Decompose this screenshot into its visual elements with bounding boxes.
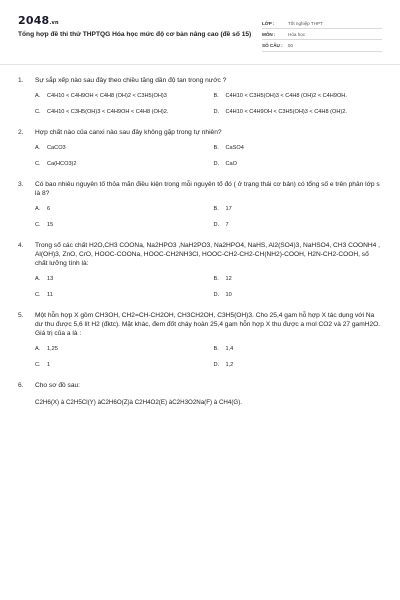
question-number: 2. (18, 128, 24, 136)
reaction-scheme: C2H6(X) à C2H5Cl(Y) àC2H6O(Z)à C2H4O2(E) àC2H3O2Na(F) à CH4(G). (35, 398, 242, 406)
question-4 (18, 241, 382, 300)
option-a[interactable] (35, 145, 204, 153)
option-letter: A. (35, 92, 41, 99)
option-d[interactable] (214, 222, 383, 230)
question-number: 4. (18, 241, 24, 249)
header (18, 14, 382, 52)
question-body (35, 180, 382, 230)
question-text: Cho sơ đồ sau: (35, 381, 81, 389)
option-a[interactable] (35, 346, 204, 354)
question-number: 1. (18, 76, 24, 84)
divider (0, 64, 400, 65)
exam-info (262, 18, 382, 52)
logo-domain: .vn (49, 20, 59, 26)
option-text: 1,4 (225, 345, 234, 352)
option-text: 15 (47, 222, 54, 229)
option-text: 1,25 (47, 345, 58, 352)
option-text: CaCO3 (47, 144, 66, 151)
option-text: CaO (225, 161, 238, 168)
option-letter: C. (35, 222, 41, 229)
question-body (35, 128, 382, 169)
option-letter: B. (213, 345, 219, 352)
answer-options (35, 206, 382, 230)
option-letter: C. (35, 292, 41, 299)
question-5 (18, 311, 382, 370)
answer-options (35, 276, 382, 300)
info-value: 50 (288, 42, 294, 48)
info-label: MÔN : (262, 31, 276, 37)
option-letter: D. (213, 161, 220, 168)
option-letter: B. (213, 205, 219, 212)
answer-options (35, 346, 382, 370)
option-c[interactable] (35, 161, 204, 169)
question-text: Có bao nhiêu nguyên tố thỏa mãn điều kiện trong mỗi nguyên tố đó ( ở trạng thái cơ bản) có tổng số e trên phân lớp s là 8? (35, 180, 380, 197)
option-letter: D. (213, 109, 220, 116)
option-letter: D. (213, 362, 220, 369)
option-letter: C. (35, 362, 41, 369)
question-number: 3. (18, 180, 24, 188)
question-body (35, 311, 382, 370)
question-number: 6. (18, 381, 24, 389)
question-2 (18, 128, 382, 169)
answer-options (35, 93, 382, 117)
option-b[interactable] (214, 145, 383, 153)
question-1 (18, 76, 382, 117)
option-text: C4H10 < C4H9OH < C3H5(OH)3 < C4H8 (OH)2. (225, 109, 347, 116)
option-text: 11 (47, 292, 53, 299)
option-c[interactable] (35, 109, 204, 117)
option-text: C4H10 < C3H5(OH)3 < C4H8 (OH)2 < C4H9OH. (225, 92, 347, 99)
question-number: 5. (18, 311, 24, 319)
option-letter: C. (35, 161, 41, 168)
option-d[interactable] (214, 362, 383, 370)
question-6 (18, 381, 382, 407)
option-letter: A. (35, 205, 41, 212)
option-text: 1 (47, 362, 51, 369)
option-letter: D. (213, 222, 220, 229)
question-3 (18, 180, 382, 230)
option-c[interactable] (35, 362, 204, 370)
option-letter: A. (35, 345, 41, 352)
option-text: C4H10 < C3H5(OH)3 < C4H9OH < C4H8 (OH)2. (47, 109, 169, 116)
option-a[interactable] (35, 206, 204, 214)
info-row-class (262, 18, 382, 29)
question-body (35, 76, 382, 117)
option-text: 10 (225, 292, 232, 299)
info-label: SỐ CÂU : (262, 42, 283, 48)
option-d[interactable] (214, 292, 383, 300)
option-b[interactable] (214, 276, 383, 284)
option-letter: D. (213, 292, 220, 299)
question-body (35, 381, 382, 407)
option-letter: C. (35, 109, 41, 116)
question-text: Trong số các chất H2O,CH3 COONa, Na2HPO3 ,NaH2PO3, Na2HPO4, NaHS, Al2(SO4)3, NaHSO4, CH3 COONH4 , Al(OH)3, ZnO, CrO, HOOC-COONa, HOOC-CH2NH3Cl, HOOC-CH2-CH2-CH(NH2)-COOH, H2N-CH2-COOH, số chất lưỡng tính là: (35, 241, 380, 267)
option-text: CaSO4 (225, 144, 244, 151)
option-letter: A. (35, 275, 41, 282)
option-a[interactable] (35, 276, 204, 284)
option-letter: B. (213, 92, 219, 99)
info-label: LỚP : (262, 20, 275, 26)
info-row-subject (262, 29, 382, 40)
option-letter: B. (213, 144, 219, 151)
option-c[interactable] (35, 292, 204, 300)
answer-options (35, 145, 382, 169)
option-b[interactable] (214, 93, 383, 101)
question-text: Hợp chất nào của canxi nào sau đây không gặp trong tự nhiên? (35, 128, 222, 136)
option-b[interactable] (214, 206, 383, 214)
logo[interactable] (18, 14, 253, 27)
option-text: Ca(HCO3)2 (47, 161, 77, 168)
option-text: 1,2 (225, 362, 234, 369)
option-d[interactable] (214, 109, 383, 117)
info-value: Tốt nghiệp THPT (288, 20, 323, 26)
option-text: 17 (225, 205, 232, 212)
option-b[interactable] (214, 346, 383, 354)
logo-main: 2048 (18, 14, 50, 27)
option-text: C4H10 < C4H9OH < C4H8 (OH)2 < C3H5(OH)3 (47, 92, 167, 99)
info-value: Hóa học (288, 31, 306, 37)
option-d[interactable] (214, 161, 383, 169)
header-left (18, 14, 253, 52)
question-body (35, 241, 382, 300)
option-text: 13 (47, 275, 54, 282)
option-text: 6 (47, 205, 51, 212)
question-text: Sự sắp xếp nào sau đây theo chiều tăng dần độ tan trong nước ? (35, 76, 227, 84)
question-text: Một hỗn hợp X gồm CH3OH, CH2=CH-CH2OH, CH3CH2OH, C3H5(OH)3. Cho 25,4 gam hỗ hợp X tác dụng với Na dư thu được 5,6 lít H2 (đktc). Mặt khác, đem đốt cháy hoàn 25,4 gam hỗn hợp X thu được a mol CO2 và 27 gamH2O. Giá trị của a là : (35, 311, 381, 337)
option-letter: B. (213, 275, 219, 282)
info-row-count (262, 40, 382, 51)
option-c[interactable] (35, 222, 204, 230)
option-a[interactable] (35, 93, 204, 101)
page-title: Tổng hợp đề thi thử THPTQG Hóa học mức độ cơ bản nâng cao (đề số 15) (18, 31, 252, 38)
option-text: 12 (225, 275, 232, 282)
option-letter: A. (35, 144, 41, 151)
option-text: 7 (225, 222, 229, 229)
